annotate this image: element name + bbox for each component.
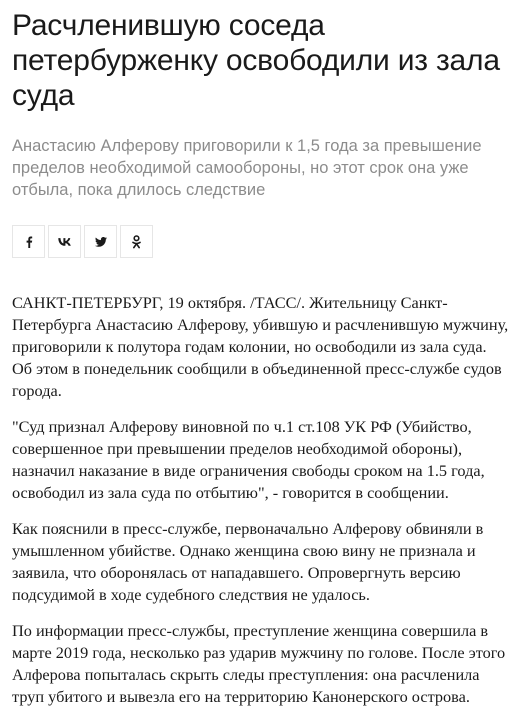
share-odnoklassniki-button[interactable] xyxy=(120,225,153,258)
article-paragraph: "Суд признал Алферову виновной по ч.1 ст.108 УК РФ (Убийство, совершенное при превышении пределов необходимой обороны), назначил наказание в виде ограничения свободы сроком на 1.5 года, освободил из зала суда по отбытию", - говорится в сообщении. xyxy=(12,417,485,502)
article-headline: Расчленившую соседа петербурженку освободили из зала суда xyxy=(12,9,500,112)
article-body xyxy=(12,292,509,708)
share-vk-button[interactable] xyxy=(48,225,81,258)
odnoklassniki-icon xyxy=(132,235,141,249)
share-facebook-button[interactable] xyxy=(12,225,45,258)
twitter-icon xyxy=(95,237,107,247)
share-twitter-button[interactable] xyxy=(84,225,117,258)
article-paragraph: САНКТ-ПЕТЕРБУРГ, 19 октября. /ТАСС/. Жительницу Санкт-Петербурга Анастасию Алферову, убившую и расчленившую мужчину, приговорили к полутора годам колонии, но освободили из зала суда. Об этом в понедельник сообщили в объединенной пресс-службе судов города. xyxy=(12,293,509,400)
article xyxy=(0,8,523,708)
share-bar xyxy=(12,225,509,258)
article-paragraph: По информации пресс-службы, преступление женщина совершила в марте 2019 года, несколько раз ударив мужчину по голове. После этого Алферова попыталась скрыть следы преступления: она расчленила труп убитого и вывезла его на территорию Канонерского острова. xyxy=(12,621,506,706)
article-lead: Анастасию Алферову приговорили к 1,5 года за превышение пределов необходимой самообороны, но этот срок она уже отбыла, пока длилось следствие xyxy=(12,137,482,199)
article-paragraph: Как пояснили в пресс-службе, первоначально Алферову обвиняли в умышленном убийстве. Однако женщина свою вину не признала и заявила, что оборонялась от нападавшего. Опровергнуть версию подсудимой в ходе судебного следствия не удалось. xyxy=(12,519,484,604)
vk-icon xyxy=(58,238,71,246)
facebook-icon xyxy=(25,236,33,248)
